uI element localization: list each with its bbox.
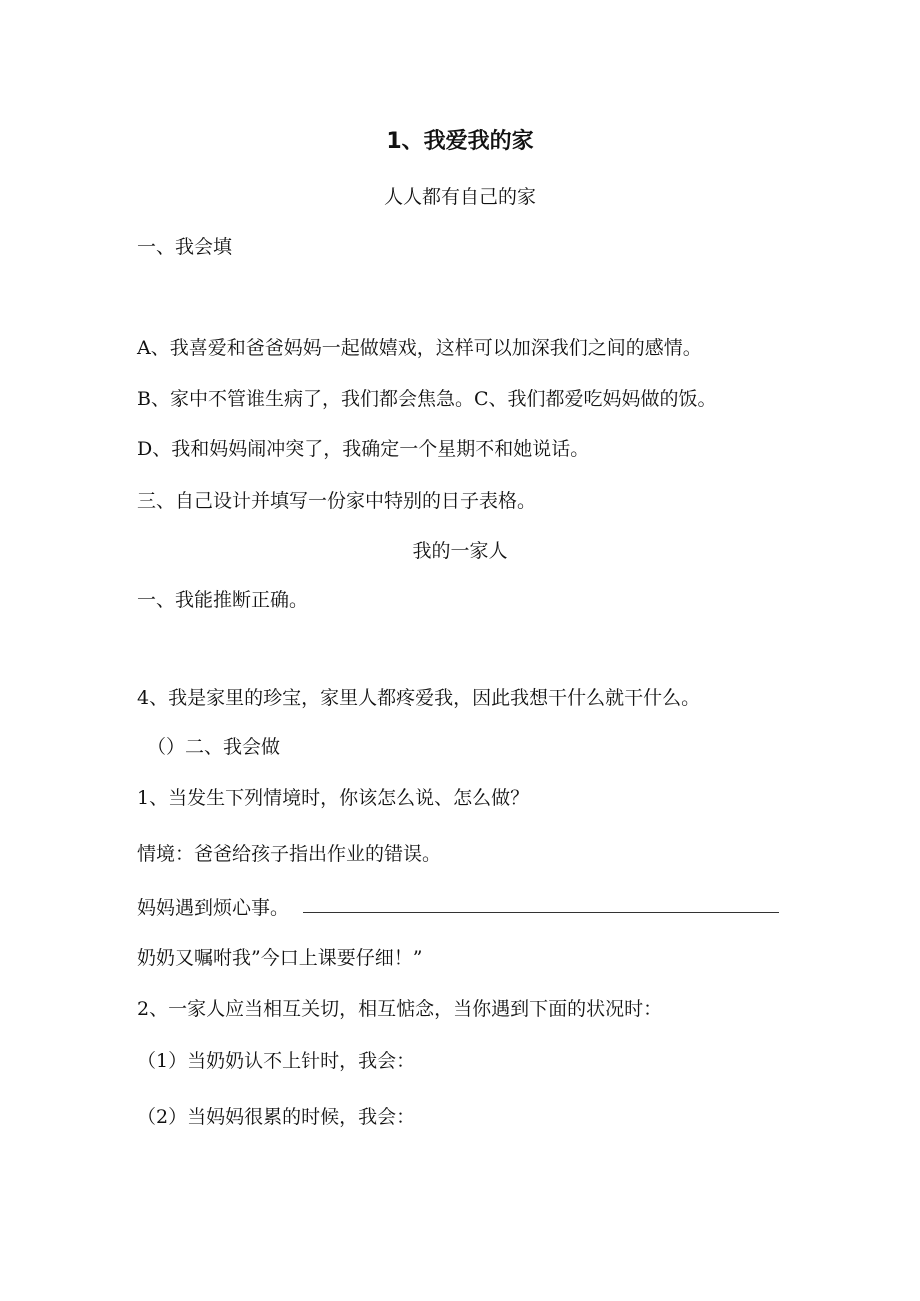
- question-heading-judge: 一、我能推断正确。: [137, 589, 309, 611]
- question-heading-do: （）二、我会做: [147, 736, 281, 758]
- scenario-grandma-reminder: 奶奶又嘱咐我”今口上课要仔细！”: [137, 947, 423, 969]
- question-table-design: 三、自己设计并填写一份家中特别的日子表格。: [137, 490, 537, 512]
- statement-4: 4、我是家里的珍宝，家里人都疼爱我，因此我想干什么就干什么。: [137, 687, 701, 709]
- case-grandma-needle: （1）当奶奶认不上针时，我会：: [137, 1050, 416, 1072]
- scenario-mom-worried: 妈妈遇到烦心事。: [137, 897, 290, 919]
- section-title-my-family: 我的一家人: [412, 540, 508, 562]
- case-mom-tired: （2）当妈妈很累的时候，我会：: [137, 1106, 416, 1128]
- scenario-homework: 情境：爸爸给孩子指出作业的错误。: [137, 843, 442, 865]
- statement-d: D、我和妈妈闹冲突了，我确定一个星期不和她说话。: [137, 438, 590, 460]
- question-heading-fill: 一、我会填: [137, 236, 233, 258]
- statement-a: A、我喜爱和爸爸妈妈一起做嬉戏，这样可以加深我们之间的感情。: [137, 337, 702, 359]
- question-caring: 2、一家人应当相互关切，相互惦念，当你遇到下面的状况时：: [137, 998, 663, 1020]
- page-title: 1、我爱我的家: [386, 129, 534, 154]
- statement-b-c: B、家中不管谁生病了，我们都会焦急。C、我们都爱吃妈妈做的饭。: [137, 388, 717, 410]
- section-title-family: 人人都有自己的家: [383, 186, 536, 208]
- question-scenario-intro: 1、当发生下列情境时，你该怎么说、怎么做？: [137, 787, 530, 809]
- answer-blank-line[interactable]: [303, 912, 779, 913]
